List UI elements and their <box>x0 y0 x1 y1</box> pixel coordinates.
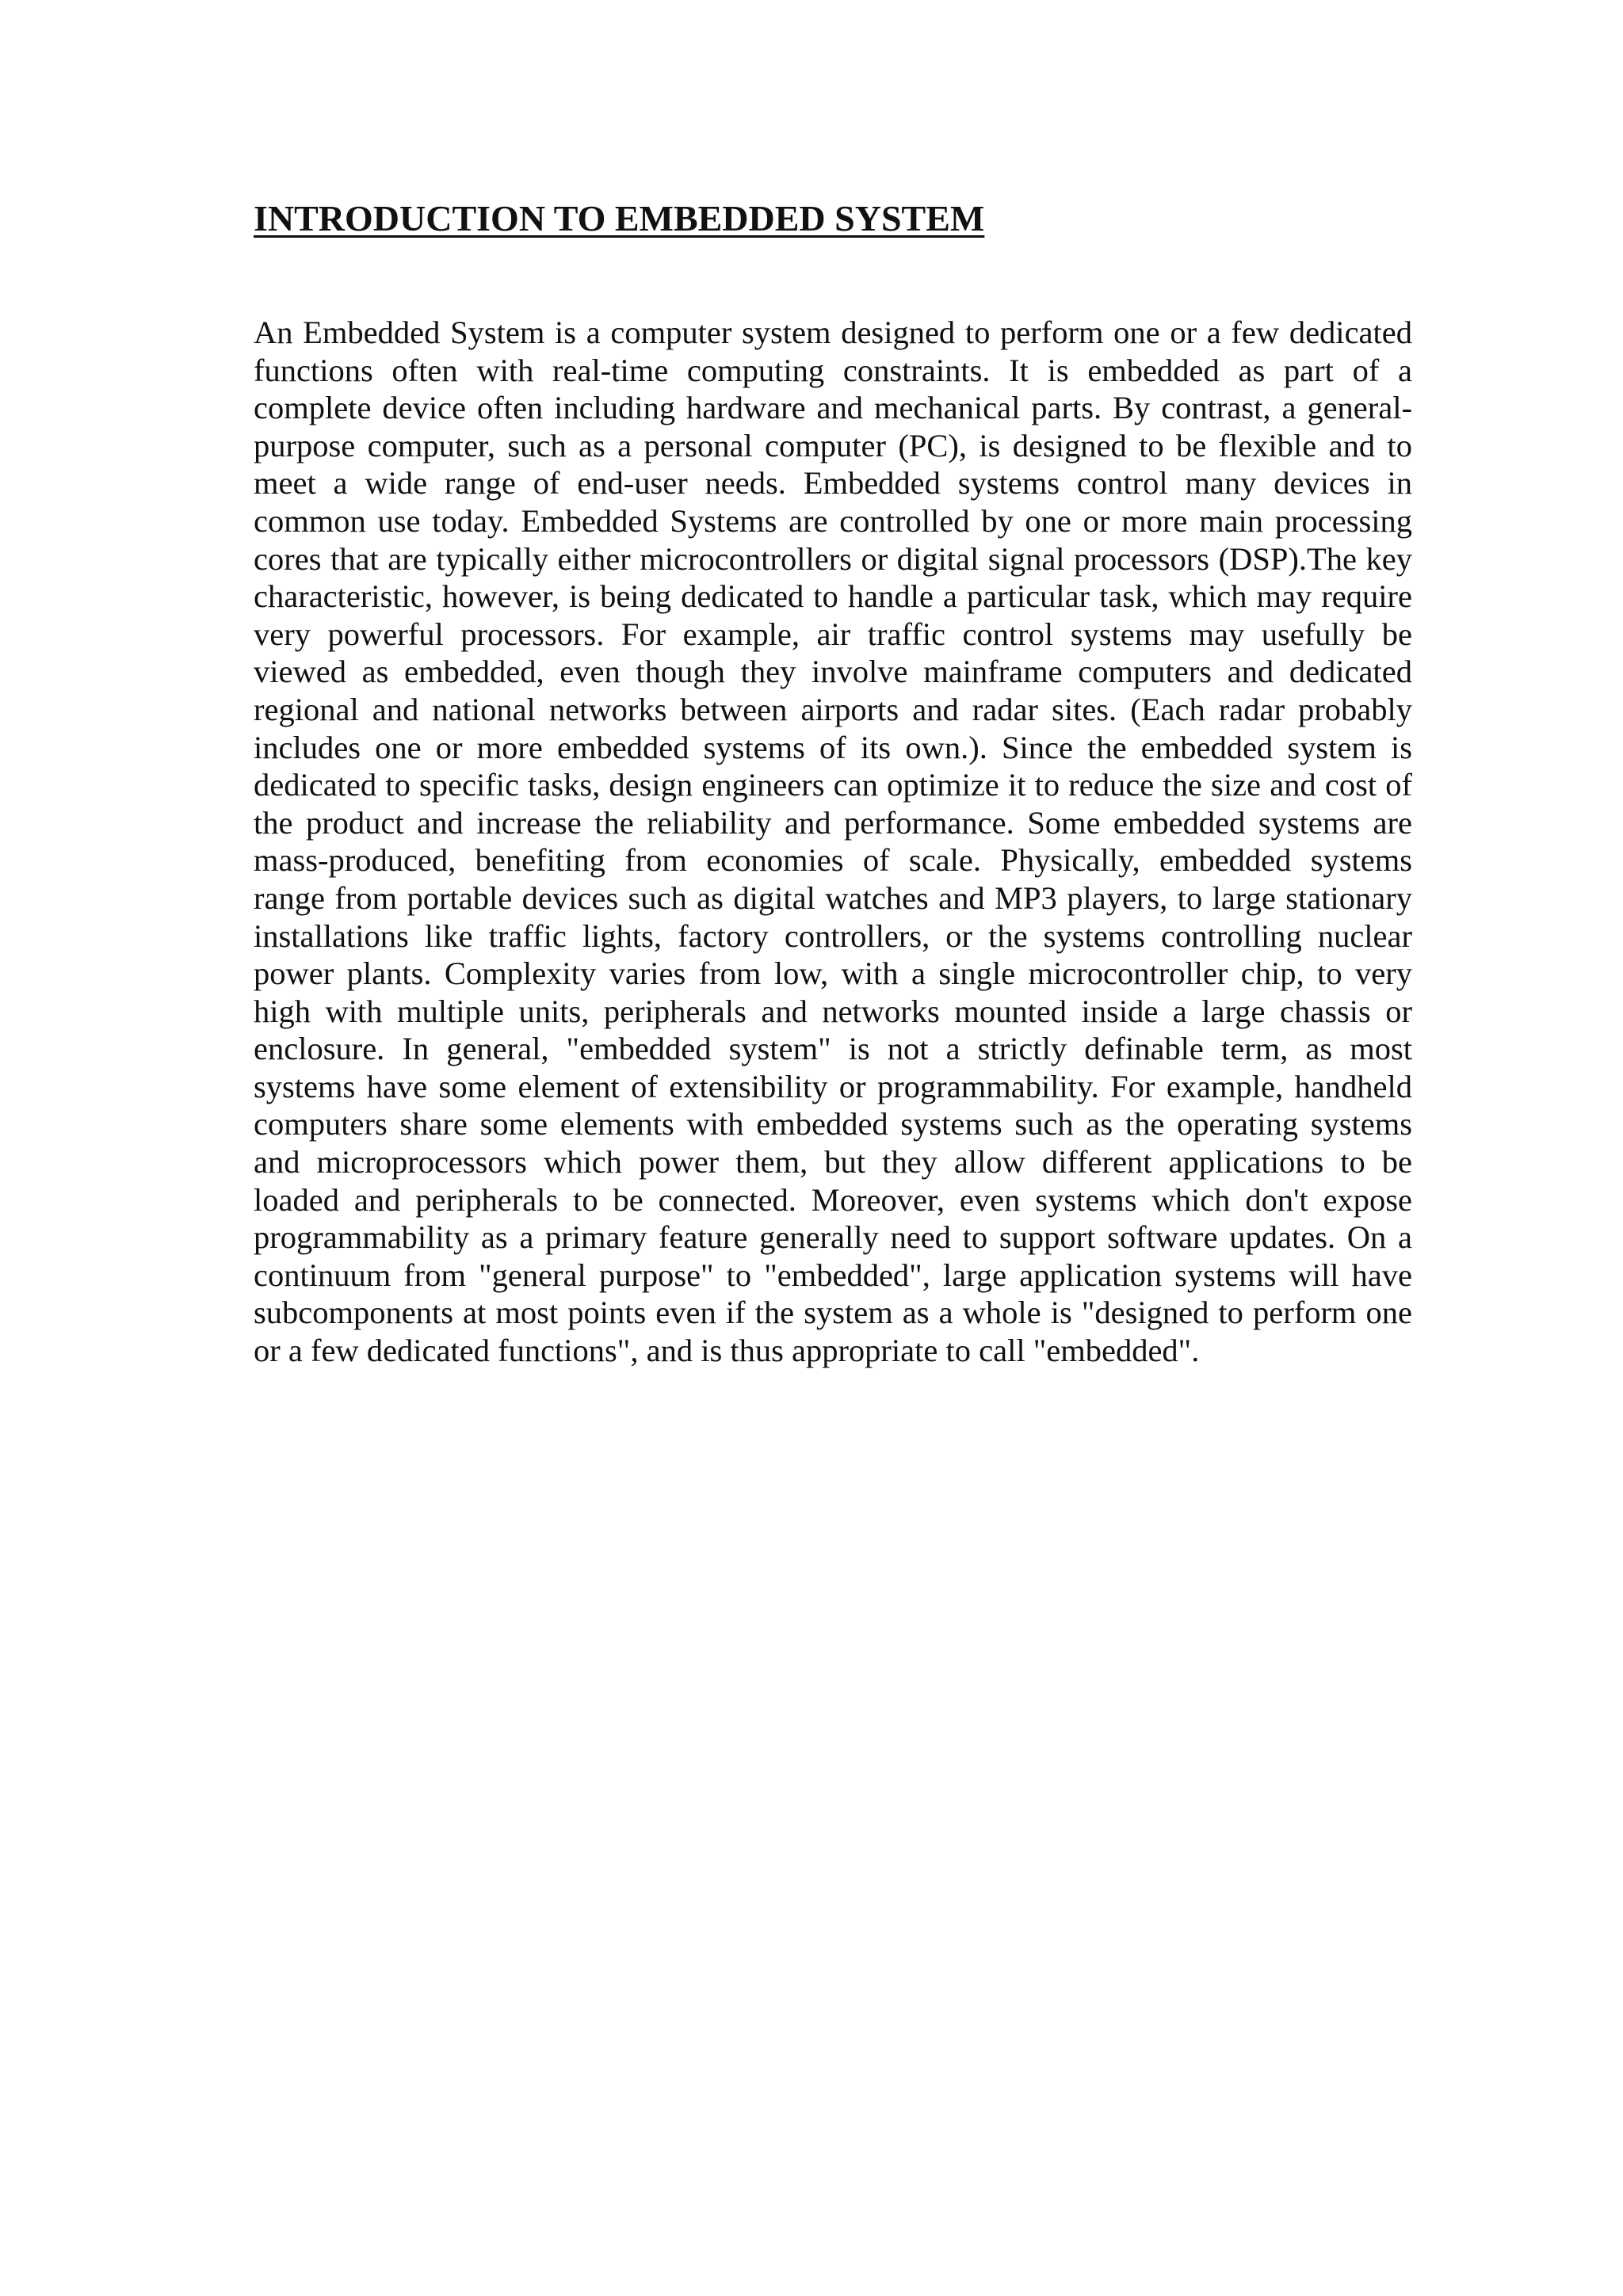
paragraph-line: programmability as a primary feature generally need to support software updates. On a <box>254 1219 1412 1256</box>
paragraph-line: power plants. Complexity varies from low, with a single microcontroller chip, to very <box>254 955 1412 992</box>
paragraph-line: the product and increase the reliability and performance. Some embedded systems are <box>254 804 1412 841</box>
paragraph-line: functions often with real-time computing constraints. It is embedded as part of a <box>254 352 1412 388</box>
paragraph-line: purpose computer, such as a personal computer (PC), is designed to be flexible and to <box>254 427 1412 463</box>
page-title: INTRODUCTION TO EMBEDDED SYSTEM <box>254 198 985 238</box>
paragraph-line: characteristic, however, is being dedicated to handle a particular task, which may require <box>254 578 1412 615</box>
paragraph-line: continuum from "general purpose" to "embedded", large application systems will have <box>254 1257 1412 1293</box>
paragraph-line: regional and national networks between airports and radar sites. (Each radar probably <box>254 691 1412 727</box>
paragraph-line: complete device often including hardware and mechanical parts. By contrast, a general- <box>254 390 1412 426</box>
paragraph-line: meet a wide range of end-user needs. Embedded systems control many devices in <box>254 465 1412 502</box>
paragraph-line: enclosure. In general, "embedded system" is not a strictly definable term, as most <box>254 1031 1412 1067</box>
paragraph-line: very powerful processors. For example, air traffic control systems may usefully be <box>254 616 1412 652</box>
paragraph-line: cores that are typically either microcontrollers or digital signal processors (DSP).The key <box>254 540 1412 577</box>
paragraph-line: range from portable devices such as digital watches and MP3 players, to large stationary <box>254 879 1412 916</box>
paragraph-line: loaded and peripherals to be connected. Moreover, even systems which don't expose <box>254 1181 1412 1218</box>
body-paragraph <box>254 314 1412 1370</box>
paragraph-line: or a few dedicated functions", and is thus appropriate to call "embedded". <box>254 1333 1200 1369</box>
paragraph-line: subcomponents at most points even if the system as a whole is "designed to perform one <box>254 1295 1412 1331</box>
paragraph-line: includes one or more embedded systems of its own.). Since the embedded system is <box>254 729 1412 765</box>
paragraph-line: and microprocessors which power them, but they allow different applications to be <box>254 1144 1412 1180</box>
paragraph-line: computers share some elements with embedded systems such as the operating systems <box>254 1106 1412 1142</box>
paragraph-line: An Embedded System is a computer system designed to perform one or a few dedicated <box>254 315 1412 350</box>
paragraph-line: dedicated to specific tasks, design engineers can optimize it to reduce the size and cost of <box>254 767 1412 803</box>
paragraph-line: mass-produced, benefiting from economies of scale. Physically, embedded systems <box>254 842 1412 879</box>
paragraph-line: viewed as embedded, even though they involve mainframe computers and dedicated <box>254 654 1412 690</box>
paragraph-line: common use today. Embedded Systems are controlled by one or more main processing <box>254 502 1412 539</box>
paragraph-line: high with multiple units, peripherals and networks mounted inside a large chassis or <box>254 993 1412 1029</box>
paragraph-line: systems have some element of extensibility or programmability. For example, handheld <box>254 1068 1412 1104</box>
paragraph-line: installations like traffic lights, factory controllers, or the systems controlling nuclear <box>254 917 1412 954</box>
